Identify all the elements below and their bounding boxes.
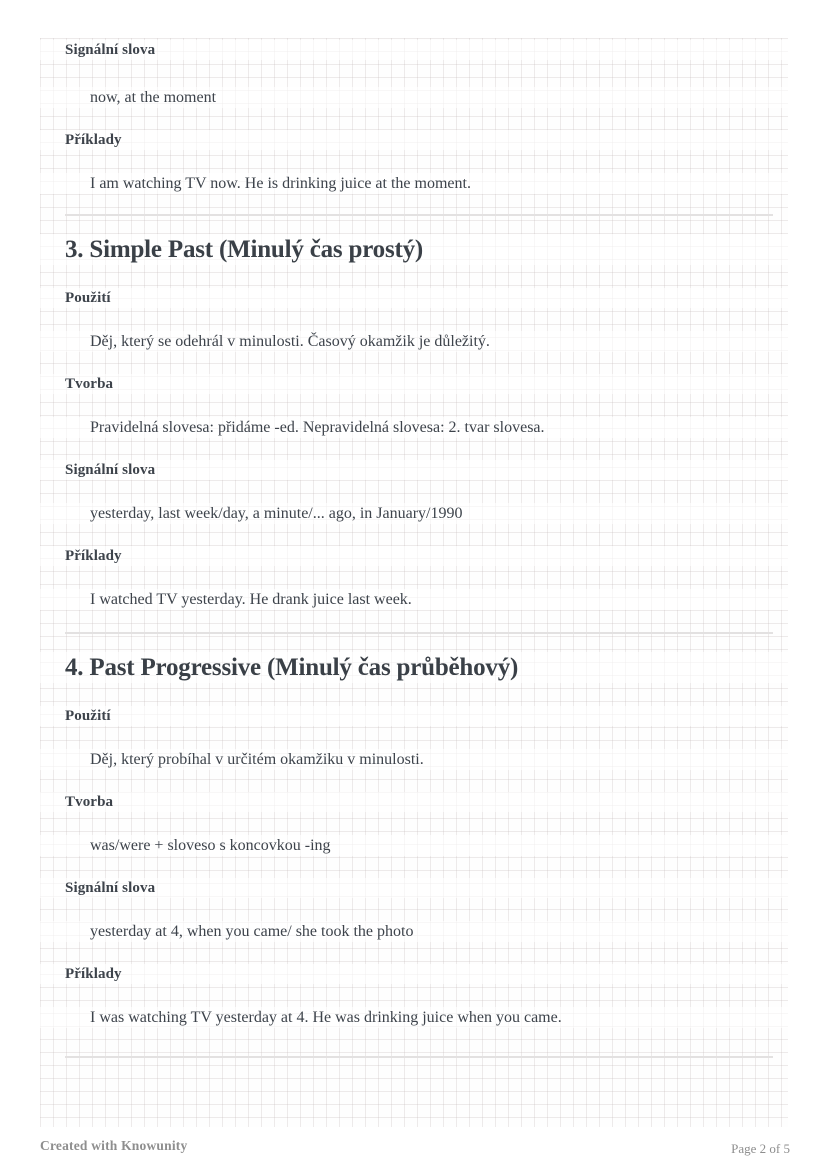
field-label: Příklady bbox=[40, 130, 788, 150]
field-value: yesterday at 4, when you came/ she took the photo bbox=[40, 921, 788, 942]
field-value: now, at the moment bbox=[40, 87, 788, 108]
section-divider bbox=[65, 632, 773, 634]
field-label: Signální slova bbox=[40, 40, 788, 60]
section-heading: 3. Simple Past (Minulý čas prostý) bbox=[40, 234, 788, 265]
footer-credit: Created with Knowunity bbox=[40, 1138, 188, 1153]
page-indicator: Page 2 of 5 bbox=[731, 1141, 790, 1156]
field-value: I watched TV yesterday. He drank juice last week. bbox=[40, 589, 788, 610]
section-heading: 4. Past Progressive (Minulý čas průběhový) bbox=[40, 652, 788, 683]
field-label: Příklady bbox=[40, 546, 788, 566]
field-value: Pravidelná slovesa: přidáme -ed. Nepravidelná slovesa: 2. tvar slovesa. bbox=[40, 417, 788, 438]
field-value: yesterday, last week/day, a minute/... ago, in January/1990 bbox=[40, 503, 788, 524]
page-content-area bbox=[40, 38, 788, 1127]
field-value: I am watching TV now. He is drinking juice at the moment. bbox=[40, 173, 788, 194]
field-value: Děj, který se odehrál v minulosti. Časový okamžik je důležitý. bbox=[40, 331, 788, 352]
field-value: I was watching TV yesterday at 4. He was drinking juice when you came. bbox=[40, 1007, 788, 1028]
section-divider bbox=[65, 214, 773, 216]
field-label: Tvorba bbox=[40, 792, 788, 812]
field-value: Děj, který probíhal v určitém okamžiku v minulosti. bbox=[40, 749, 788, 770]
field-label: Příklady bbox=[40, 964, 788, 984]
field-label: Signální slova bbox=[40, 878, 788, 898]
field-label: Použití bbox=[40, 706, 788, 726]
section-divider bbox=[65, 1056, 773, 1058]
field-label: Signální slova bbox=[40, 460, 788, 480]
field-value: was/were + sloveso s koncovkou -ing bbox=[40, 835, 788, 856]
field-label: Tvorba bbox=[40, 374, 788, 394]
field-label: Použití bbox=[40, 288, 788, 308]
